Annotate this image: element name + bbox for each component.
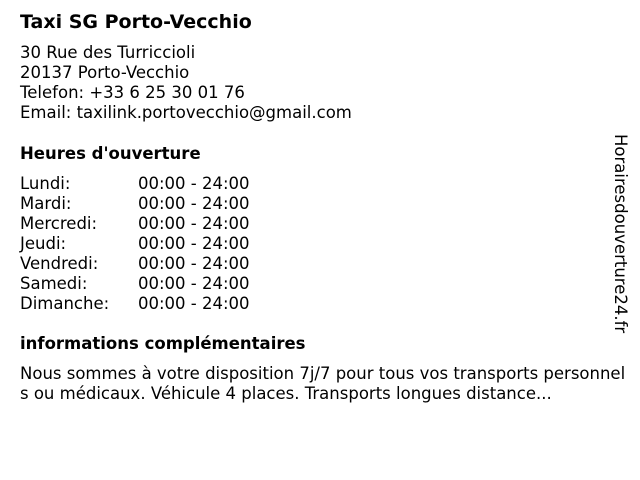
time-range: 00:00 - 24:00	[138, 194, 250, 213]
hours-heading: Heures d'ouverture	[20, 144, 201, 163]
phone-line: Telefon: +33 6 25 30 01 76	[20, 83, 245, 102]
info-description: Nous sommes à votre disposition 7j/7 pour tous vos transports personnels ou médicaux. Véhicule 4 places. Transports longues distance...	[20, 364, 626, 403]
time-range: 00:00 - 24:00	[138, 274, 250, 293]
time-range: 00:00 - 24:00	[138, 174, 250, 193]
day-label: Mardi:	[20, 194, 72, 213]
time-range: 00:00 - 24:00	[138, 294, 250, 313]
email-line: Email: taxilink.portovecchio@gmail.com	[20, 103, 352, 122]
day-label: Lundi:	[20, 174, 71, 193]
time-range: 00:00 - 24:00	[138, 254, 250, 273]
site-watermark: Horairesdouverture24.fr	[611, 134, 630, 334]
info-heading: informations complémentaires	[20, 334, 306, 353]
contact-block	[20, 43, 352, 123]
address-line-2: 20137 Porto-Vecchio	[20, 63, 190, 82]
day-label: Dimanche:	[20, 294, 110, 313]
time-range: 00:00 - 24:00	[138, 234, 250, 253]
day-label: Vendredi:	[20, 254, 99, 273]
business-name: Taxi SG Porto-Vecchio	[20, 11, 252, 33]
address-line-1: 30 Rue des Turriccioli	[20, 43, 196, 62]
day-label: Jeudi:	[20, 234, 67, 253]
day-label: Samedi:	[20, 274, 88, 293]
day-label: Mercredi:	[20, 214, 98, 233]
time-range: 00:00 - 24:00	[138, 214, 250, 233]
